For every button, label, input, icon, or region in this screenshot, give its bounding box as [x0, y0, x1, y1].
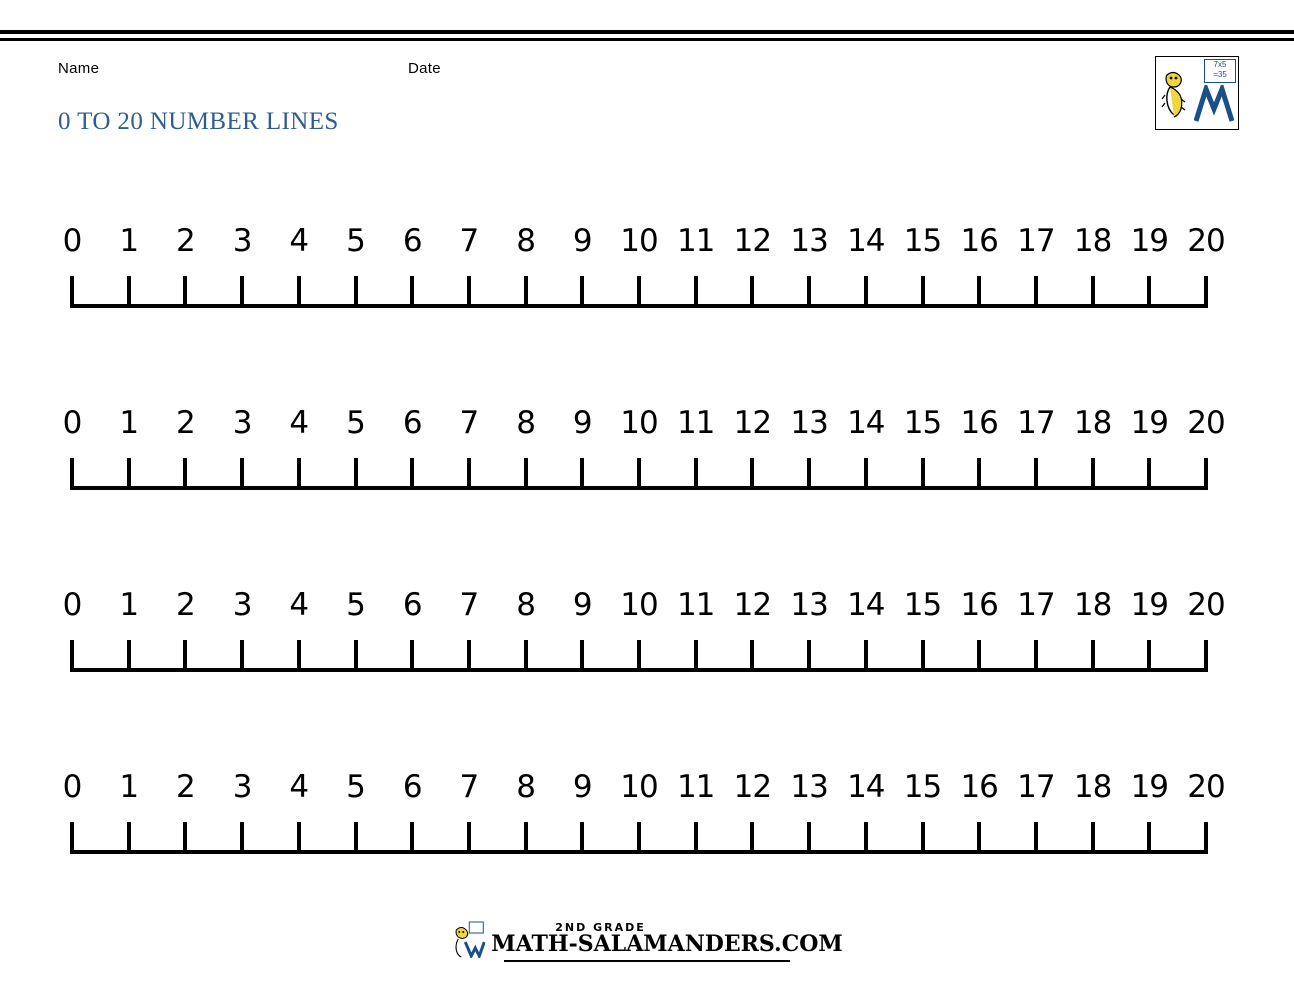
tick-label: 9: [572, 587, 592, 623]
tick-label: 0: [62, 587, 82, 623]
number-line-4-labels: [58, 768, 1225, 812]
tick-mark: [807, 822, 811, 854]
tick-mark: [524, 458, 528, 490]
number-line-4-axis: [58, 816, 1218, 854]
tick-label: 11: [676, 405, 715, 441]
tick-mark: [807, 458, 811, 490]
tick-mark: [580, 640, 584, 672]
tick-label: 0: [62, 769, 82, 805]
tick-mark: [183, 458, 187, 490]
tick-mark: [127, 276, 131, 308]
tick-mark: [240, 276, 244, 308]
tick-label: 5: [346, 587, 365, 623]
tick-label: 7: [459, 587, 479, 623]
tick-mark: [70, 640, 74, 672]
tick-mark: [127, 822, 131, 854]
tick-mark: [977, 822, 981, 854]
tick-label: 9: [572, 769, 592, 805]
tick-mark: [1147, 458, 1151, 490]
tick-label: 1: [119, 223, 139, 259]
tick-mark: [864, 458, 868, 490]
tick-mark: [297, 458, 301, 490]
tick-mark: [524, 822, 528, 854]
tick-mark: [467, 458, 471, 490]
tick-mark: [580, 276, 584, 308]
tick-mark: [354, 458, 358, 490]
tick-label: 10: [620, 223, 658, 259]
tick-label: 5: [346, 405, 365, 441]
tick-label: 12: [733, 405, 772, 441]
tick-label: 3: [232, 223, 252, 259]
tick-mark: [637, 458, 641, 490]
tick-label: 2: [176, 223, 195, 259]
tick-label: 8: [516, 405, 535, 441]
tick-mark: [921, 822, 925, 854]
tick-mark: [977, 458, 981, 490]
tick-mark: [410, 822, 414, 854]
logo-badge-line1: 7x5: [1213, 60, 1227, 69]
tick-label: 1: [119, 405, 139, 441]
tick-mark: [70, 276, 74, 308]
tick-mark: [694, 822, 698, 854]
tick-mark: [1034, 640, 1038, 672]
name-field-label: Name: [58, 60, 100, 77]
number-line-3-axis: [58, 634, 1218, 672]
tick-label: 8: [516, 223, 535, 259]
tick-mark: [864, 640, 868, 672]
tick-label: 20: [1187, 587, 1225, 623]
tick-mark: [580, 458, 584, 490]
tick-label: 6: [402, 769, 422, 805]
tick-mark: [864, 822, 868, 854]
tick-mark: [354, 640, 358, 672]
tick-label: 3: [232, 405, 252, 441]
tick-label: 17: [1017, 587, 1055, 623]
tick-mark: [1204, 276, 1208, 308]
tick-label: 4: [289, 587, 309, 623]
tick-mark: [240, 822, 244, 854]
tick-label: 3: [232, 587, 252, 623]
tick-mark: [580, 822, 584, 854]
logo-badge: [1204, 59, 1236, 83]
number-line-4: [58, 768, 1225, 858]
tick-mark: [240, 640, 244, 672]
tick-mark: [807, 276, 811, 308]
tick-label: 9: [572, 223, 592, 259]
tick-label: 17: [1017, 769, 1055, 805]
footer-salamander-icon: [451, 920, 485, 958]
tick-mark: [977, 276, 981, 308]
tick-mark: [354, 822, 358, 854]
tick-label: 10: [620, 769, 658, 805]
tick-mark: [183, 640, 187, 672]
tick-mark: [1147, 640, 1151, 672]
tick-label: 15: [903, 769, 942, 805]
tick-mark: [297, 822, 301, 854]
tick-label: 7: [459, 769, 479, 805]
tick-mark: [524, 640, 528, 672]
tick-mark: [1147, 276, 1151, 308]
tick-mark: [410, 458, 414, 490]
tick-label: 4: [289, 405, 309, 441]
tick-label: 20: [1187, 223, 1225, 259]
tick-label: 14: [847, 223, 885, 259]
tick-mark: [410, 640, 414, 672]
tick-mark: [127, 640, 131, 672]
number-line-2: [58, 404, 1225, 494]
number-line-2-axis: [58, 452, 1218, 490]
tick-label: 15: [903, 405, 942, 441]
tick-label: 17: [1017, 223, 1055, 259]
tick-mark: [921, 458, 925, 490]
tick-label: 8: [516, 769, 535, 805]
number-line-3-labels: [58, 586, 1225, 630]
tick-label: 5: [346, 223, 365, 259]
tick-label: 19: [1130, 769, 1169, 805]
tick-label: 16: [960, 223, 998, 259]
tick-mark: [1204, 640, 1208, 672]
tick-label: 1: [119, 769, 139, 805]
tick-mark: [467, 640, 471, 672]
tick-mark: [864, 276, 868, 308]
tick-mark: [1091, 822, 1095, 854]
tick-label: 18: [1073, 587, 1112, 623]
tick-mark: [1091, 458, 1095, 490]
tick-label: 13: [790, 769, 828, 805]
tick-label: 6: [402, 405, 422, 441]
tick-mark: [1034, 458, 1038, 490]
tick-label: 12: [733, 587, 772, 623]
page-footer: [0, 918, 1294, 976]
tick-mark: [183, 276, 187, 308]
tick-label: 13: [790, 587, 828, 623]
tick-label: 3: [232, 769, 252, 805]
tick-label: 15: [903, 223, 942, 259]
tick-label: 16: [960, 405, 998, 441]
tick-mark: [183, 822, 187, 854]
tick-mark: [70, 458, 74, 490]
tick-mark: [977, 640, 981, 672]
number-line-2-labels: [58, 404, 1225, 448]
tick-label: 8: [516, 587, 535, 623]
tick-label: 0: [62, 223, 82, 259]
tick-mark: [1034, 276, 1038, 308]
tick-label: 12: [733, 223, 772, 259]
tick-label: 2: [176, 587, 195, 623]
tick-label: 10: [620, 405, 658, 441]
tick-mark: [1034, 822, 1038, 854]
tick-label: 15: [903, 587, 942, 623]
tick-label: 7: [459, 223, 479, 259]
footer-rule: [504, 960, 790, 962]
tick-label: 1: [119, 587, 139, 623]
number-line-1-labels: [58, 222, 1225, 266]
tick-mark: [1091, 640, 1095, 672]
tick-label: 18: [1073, 223, 1112, 259]
tick-mark: [127, 458, 131, 490]
tick-mark: [694, 276, 698, 308]
tick-label: 19: [1130, 223, 1169, 259]
tick-mark: [694, 458, 698, 490]
tick-mark: [1204, 458, 1208, 490]
tick-label: 13: [790, 405, 828, 441]
tick-label: 10: [620, 587, 658, 623]
tick-label: 9: [572, 405, 592, 441]
tick-label: 14: [847, 769, 885, 805]
tick-mark: [467, 822, 471, 854]
tick-label: 19: [1130, 587, 1169, 623]
tick-label: 7: [459, 405, 479, 441]
tick-mark: [240, 458, 244, 490]
tick-mark: [750, 640, 754, 672]
footer-grade-label: 2ND GRADE: [555, 921, 646, 934]
tick-mark: [637, 822, 641, 854]
tick-label: 18: [1073, 405, 1112, 441]
tick-mark: [354, 276, 358, 308]
tick-label: 19: [1130, 405, 1169, 441]
number-line-1-axis: [58, 270, 1218, 308]
header-rule-bottom: [0, 38, 1294, 41]
tick-mark: [637, 276, 641, 308]
tick-label: 16: [960, 769, 998, 805]
tick-label: 14: [847, 405, 885, 441]
tick-label: 12: [733, 769, 772, 805]
tick-mark: [297, 276, 301, 308]
tick-mark: [297, 640, 301, 672]
tick-mark: [750, 822, 754, 854]
tick-mark: [524, 276, 528, 308]
tick-label: 2: [176, 405, 195, 441]
tick-mark: [694, 640, 698, 672]
tick-label: 0: [62, 405, 82, 441]
tick-mark: [750, 276, 754, 308]
tick-label: 18: [1073, 769, 1112, 805]
date-field-label: Date: [408, 60, 441, 77]
tick-mark: [921, 640, 925, 672]
tick-mark: [467, 276, 471, 308]
tick-label: 4: [289, 223, 309, 259]
tick-label: 16: [960, 587, 998, 623]
tick-label: 6: [402, 587, 422, 623]
salamander-icon: [1161, 69, 1191, 121]
tick-mark: [1091, 276, 1095, 308]
tick-mark: [1147, 822, 1151, 854]
tick-label: 14: [847, 587, 885, 623]
math-salamanders-logo: [1155, 56, 1239, 130]
tick-label: 20: [1187, 405, 1225, 441]
logo-letter-m: [1194, 85, 1234, 123]
tick-label: 11: [676, 769, 715, 805]
number-line-3: [58, 586, 1225, 676]
logo-badge-line2: =35: [1213, 70, 1227, 79]
tick-label: 5: [346, 769, 365, 805]
page-title: 0 TO 20 NUMBER LINES: [58, 108, 339, 135]
tick-mark: [1204, 822, 1208, 854]
tick-mark: [807, 640, 811, 672]
header-rule-top: [0, 30, 1294, 34]
tick-mark: [637, 640, 641, 672]
tick-mark: [70, 822, 74, 854]
tick-label: 2: [176, 769, 195, 805]
tick-mark: [410, 276, 414, 308]
tick-label: 20: [1187, 769, 1225, 805]
tick-label: 11: [676, 587, 715, 623]
tick-label: 6: [402, 223, 422, 259]
tick-label: 11: [676, 223, 715, 259]
number-line-1: [58, 222, 1225, 312]
tick-mark: [750, 458, 754, 490]
tick-label: 13: [790, 223, 828, 259]
footer-site-label: MATH-SALAMANDERS.COM: [491, 931, 843, 957]
tick-label: 4: [289, 769, 309, 805]
tick-label: 17: [1017, 405, 1055, 441]
tick-mark: [921, 276, 925, 308]
